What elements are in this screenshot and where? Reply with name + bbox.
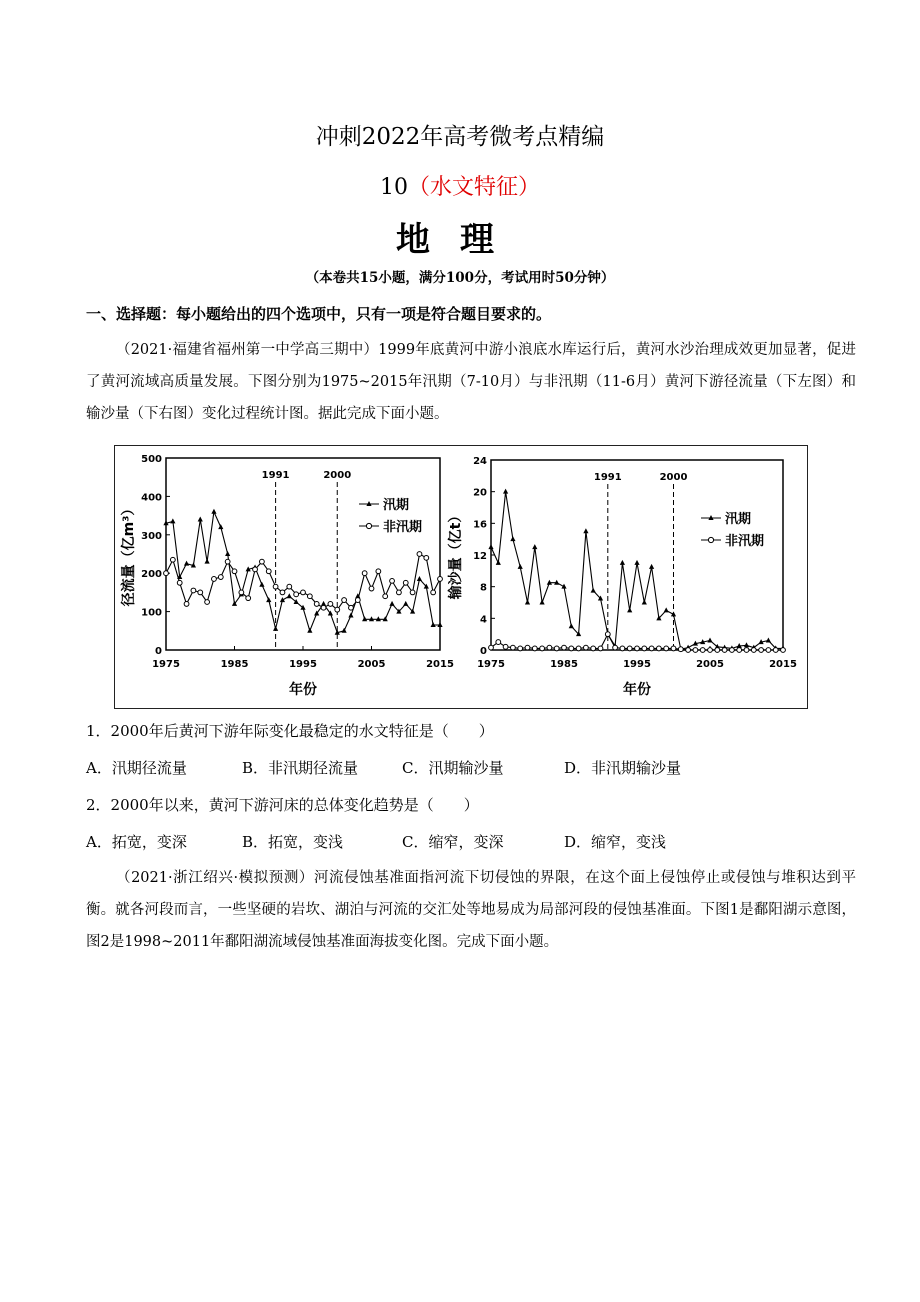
chart-2-y-tick-label: 16 xyxy=(473,519,487,531)
chart-1-series-2-point xyxy=(225,559,230,564)
chart-2-series-2-point xyxy=(671,646,676,651)
chart-2-series-2-point xyxy=(657,646,662,651)
chart-2-series-2-point xyxy=(649,646,654,651)
chart-2-series-2-point xyxy=(496,640,501,645)
chart-1-series-2-point xyxy=(431,590,436,595)
chart-2-series-2-point xyxy=(737,648,742,653)
chart-2-legend-label-2: 非汛期 xyxy=(725,534,765,549)
chart-2-x-axis-label: 年份 xyxy=(623,682,651,698)
chart-2-series-1-point xyxy=(496,560,501,565)
chart-2-series-2-point xyxy=(598,646,603,651)
subtitle-number: 10 xyxy=(379,175,408,200)
chart-2-series-2-point xyxy=(715,648,720,653)
q2-option-c[interactable]: C．缩窄，变深 xyxy=(402,833,504,851)
chart-1-x-axis-label: 年份 xyxy=(289,682,317,698)
chart-1-series-1-point xyxy=(403,601,408,606)
chart-2-series-1-point xyxy=(634,560,639,565)
chart-1-series-1-point xyxy=(205,559,210,564)
chart-1-x-tick-label: 2015 xyxy=(426,659,454,670)
q2-option-b[interactable]: B．拓宽，变浅 xyxy=(242,833,344,851)
q1-option-d[interactable]: D．非汛期输沙量 xyxy=(564,759,682,777)
chart-2-series-1-point xyxy=(591,588,596,593)
chart-2-series-2-point xyxy=(584,645,589,650)
chart-2-series-2-point xyxy=(773,648,778,653)
chart-1-series-2-point xyxy=(232,569,237,574)
chart-2-x-tick-label: 2015 xyxy=(769,659,797,670)
chart-2-series-1-point xyxy=(707,638,712,643)
chart-2-series-1-point xyxy=(525,600,530,605)
chart-1-series-2-point xyxy=(349,605,354,610)
chart-2-series-1-point xyxy=(510,536,515,541)
chart-1-series-2-point xyxy=(253,567,258,572)
question-2: 2．2000年以来，黄河下游河床的总体变化趋势是（ ） xyxy=(86,796,479,814)
chart-1-series-1-point xyxy=(259,582,264,587)
chart-1-series-1-point xyxy=(273,626,278,631)
chart-1-series-1-point xyxy=(417,576,422,581)
chart-1-series-2-point xyxy=(280,590,285,595)
chart-2-x-tick-label: 1995 xyxy=(623,659,651,670)
chart-2-series-1-point xyxy=(744,642,749,647)
chart-2-series-2-point xyxy=(730,648,735,653)
q1-option-a[interactable]: A．汛期径流量 xyxy=(86,759,187,777)
chart-2-marker-label: 2000 xyxy=(659,472,688,483)
chart-1-y-tick-label: 200 xyxy=(141,569,162,581)
chart-1-legend-marker-2 xyxy=(366,523,371,528)
chart-2-series-2-point xyxy=(686,648,691,653)
chart-2-series-2-point xyxy=(569,646,574,651)
chart-1-x-tick-label: 2005 xyxy=(357,659,386,670)
q2-option-a[interactable]: A．拓宽，变深 xyxy=(86,833,187,851)
chart-1-series-2-point xyxy=(355,598,360,603)
chart-2-series-1-point xyxy=(569,623,574,628)
chart-1-marker-label: 1991 xyxy=(261,470,290,481)
question-1: 1．2000年后黄河下游年际变化最稳定的水文特征是（ ） xyxy=(86,722,494,740)
chart-2-series-1-point xyxy=(620,560,625,565)
chart-2-series-1-point xyxy=(627,607,632,612)
chart-2-series-2-point xyxy=(635,646,640,651)
chart-2-y-tick-label: 8 xyxy=(480,582,487,594)
chart-1-series-2-point xyxy=(376,569,381,574)
chart-2-y-tick-label: 24 xyxy=(473,456,487,467)
chart-1-series-2-point xyxy=(438,577,443,582)
section-heading: 一、选择题：每小题给出的四个选项中，只有一项是符合题目要求的。 xyxy=(86,305,552,323)
chart-2-series-2-point xyxy=(678,647,683,652)
chart-1-series-1-point xyxy=(184,561,189,566)
chart-1-y-tick-label: 0 xyxy=(155,646,162,657)
chart-2-series-2-point xyxy=(693,648,698,653)
chart-1-series-1-point xyxy=(266,597,271,602)
chart-2-series-2-point xyxy=(489,645,494,650)
passage-2 xyxy=(86,862,856,958)
q1-option-b[interactable]: B．非汛期径流量 xyxy=(242,759,359,777)
chart-2-series-2-point xyxy=(664,646,669,651)
chart-1-legend-label-1: 汛期 xyxy=(383,498,410,513)
chart-1-y-tick-label: 100 xyxy=(141,607,162,619)
chart-1-plot-frame xyxy=(166,458,440,650)
chart-2-series-1-point xyxy=(518,564,523,569)
chart-2-y-tick-label: 4 xyxy=(480,614,487,626)
chart-2-series-2-point xyxy=(627,646,632,651)
chart-2-series-1-point xyxy=(664,607,669,612)
chart-1-series-2-point xyxy=(184,602,189,607)
chart-1-legend-label-2: 非汛期 xyxy=(383,520,423,535)
chart-1-series-2-point xyxy=(369,586,374,591)
chart-1-series-1-point xyxy=(198,516,203,521)
chart-2-series-2-point xyxy=(511,645,516,650)
chart-2-series-1-point xyxy=(583,528,588,533)
chart-2-y-tick-label: 12 xyxy=(473,551,487,562)
document-subtitle xyxy=(0,170,920,201)
chart-1-series-2-point xyxy=(218,575,223,580)
question-1-options xyxy=(86,757,846,778)
chart-1-series-2-point xyxy=(335,607,340,612)
chart-2-series-2-point xyxy=(642,646,647,651)
chart-1-series-1-point xyxy=(348,612,353,617)
document-title: 冲刺2022年高考微考点精编 xyxy=(315,124,605,150)
chart-1-series-2-point xyxy=(246,596,251,601)
exam-note: （本卷共15小题，满分100分，考试用时50分钟） xyxy=(305,270,615,286)
chart-2-series-2-point xyxy=(518,646,523,651)
q2-option-d[interactable]: D．缩窄，变浅 xyxy=(564,833,667,851)
chart-1-series-2-point xyxy=(239,590,244,595)
chart-2-series-1-point xyxy=(642,600,647,605)
chart-1-series-1-point xyxy=(389,601,394,606)
chart-1-series-1-point xyxy=(170,518,175,523)
chart-1-series-1-point xyxy=(307,628,312,633)
chart-2-series-2-point xyxy=(700,648,705,653)
chart-2-y-tick-label: 0 xyxy=(480,646,487,657)
chart-1-series-2-point xyxy=(328,602,333,607)
passage-1 xyxy=(86,334,856,430)
chart-2-x-tick-label: 2005 xyxy=(696,659,724,670)
chart-1-series-2-point xyxy=(191,588,196,593)
chart-1-series-1-point xyxy=(218,524,223,529)
chart-1-series-2-point xyxy=(177,580,182,585)
question-2-options xyxy=(86,831,846,852)
chart-2-series-2-point xyxy=(605,632,610,637)
chart-1-marker-label: 2000 xyxy=(323,470,352,481)
chart-1-series-2-point xyxy=(198,590,203,595)
q1-option-c[interactable]: C．汛期输沙量 xyxy=(402,759,504,777)
chart-2-series-2-point xyxy=(525,645,530,650)
chart-2-y-axis-label: 输沙量（亿t） xyxy=(448,508,464,600)
chart-2-series-2-point xyxy=(547,645,552,650)
passage-2-text: （2021·浙江绍兴·模拟预测）河流侵蚀基准面指河流下切侵蚀的界限，在这个面上侵蚀停止或侵蚀与堆积达到平衡。就各河段而言，一些坚硬的岩坎、湖泊与河流的交汇处等地易成为局部河段的侵蚀基准面。下图1是鄱阳湖示意图，图2是1998~2011年鄱阳湖流域侵蚀基准面海拔变化图。完成下面小题。 xyxy=(86,870,856,950)
chart-1-series-2-point xyxy=(362,571,367,576)
chart-2-x-tick-label: 1975 xyxy=(477,659,505,670)
chart-1-series-2-point xyxy=(383,594,388,599)
chart-2-series-2-point xyxy=(591,646,596,651)
chart-1-y-tick-label: 400 xyxy=(141,492,162,504)
passage-1-text: （2021·福建省福州第一中学高三期中）1999年底黄河中游小浪底水库运行后，黄河水沙治理成效更加显著，促进了黄河流域高质量发展。下图分别为1975~2015年汛期（7-10月）与非汛期（11-6月）黄河下游径流量（下左图）和输沙量（下右图）变化过程统计图。据此完成下面小题。 xyxy=(86,342,856,422)
figure-charts xyxy=(114,445,808,709)
chart-1-series-2-point xyxy=(294,592,299,597)
chart-1-series-2-point xyxy=(390,578,395,583)
chart-2-series-2-point xyxy=(759,648,764,653)
chart-1-series-2-point xyxy=(417,552,422,557)
chart-1-series-2-point xyxy=(307,594,312,599)
chart-2-series-2-point xyxy=(613,645,618,650)
chart-1-series-1-point xyxy=(225,551,230,556)
chart-2-marker-label: 1991 xyxy=(593,472,622,483)
chart-2-series-2-point xyxy=(503,644,508,649)
chart-2-series-2-point xyxy=(722,648,727,653)
chart-2-plot-frame xyxy=(491,460,783,650)
chart-2-series-1-point xyxy=(766,638,771,643)
chart-1-series-2-point xyxy=(287,584,292,589)
chart-2-legend-label-1: 汛期 xyxy=(725,512,752,527)
chart-2-series-1-point xyxy=(503,489,508,494)
subtitle-topic: （水文特征） xyxy=(407,175,540,200)
chart-1-series-2-point xyxy=(321,605,326,610)
chart-2-series-2-point xyxy=(532,646,537,651)
chart-2-series-2-point xyxy=(576,646,581,651)
chart-1-series-2-point xyxy=(205,600,210,605)
chart-2-legend-marker-2 xyxy=(708,537,713,542)
chart-2-series-2-point xyxy=(751,648,756,653)
charts-svg xyxy=(115,446,807,708)
chart-1-x-tick-label: 1985 xyxy=(220,659,249,670)
chart-2-series-2-point xyxy=(540,646,545,651)
chart-1-series-1-point xyxy=(211,509,216,514)
chart-1-series-2-point xyxy=(212,577,217,582)
chart-1-series-1-point xyxy=(342,628,347,633)
chart-2-series-2-point xyxy=(620,646,625,651)
chart-2-series-1-point xyxy=(540,600,545,605)
chart-2-series-2-point xyxy=(708,648,713,653)
chart-2-series-2-point xyxy=(562,645,567,650)
chart-1-series-2-point xyxy=(301,590,306,595)
chart-1-series-2-point xyxy=(273,584,278,589)
chart-1-series-2-point xyxy=(410,590,415,595)
chart-1-x-tick-label: 1975 xyxy=(152,659,180,670)
chart-2-y-tick-label: 20 xyxy=(473,487,487,499)
chart-1-series-2-point xyxy=(164,571,169,576)
chart-2-x-tick-label: 1985 xyxy=(550,659,578,670)
chart-1-series-1-point xyxy=(287,593,292,598)
chart-2-series-2-point xyxy=(744,648,749,653)
chart-1-series-2-point xyxy=(170,557,175,562)
chart-2-series-1-point xyxy=(532,544,537,549)
chart-2-series-2-point xyxy=(554,646,559,651)
chart-2-series-1-point xyxy=(488,544,493,549)
chart-1-series-2-point xyxy=(397,590,402,595)
chart-1-series-2-point xyxy=(424,555,429,560)
subject-heading: 地理 xyxy=(396,220,524,260)
chart-2-series-1-point xyxy=(649,564,654,569)
chart-2-series-2-point xyxy=(766,648,771,653)
chart-1-y-tick-label: 300 xyxy=(141,530,162,542)
chart-1-series-2-point xyxy=(266,569,271,574)
chart-2-series-2-point xyxy=(781,648,786,653)
chart-1-series-2-point xyxy=(260,559,265,564)
chart-1-series-2-point xyxy=(403,580,408,585)
chart-1-y-axis-label: 径流量（亿m³） xyxy=(121,501,137,607)
chart-1-x-tick-label: 1995 xyxy=(289,659,317,670)
chart-1-series-2-point xyxy=(342,598,347,603)
chart-1-y-tick-label: 500 xyxy=(141,454,162,465)
chart-1-series-1-point xyxy=(300,605,305,610)
chart-1-series-2-point xyxy=(314,602,319,607)
